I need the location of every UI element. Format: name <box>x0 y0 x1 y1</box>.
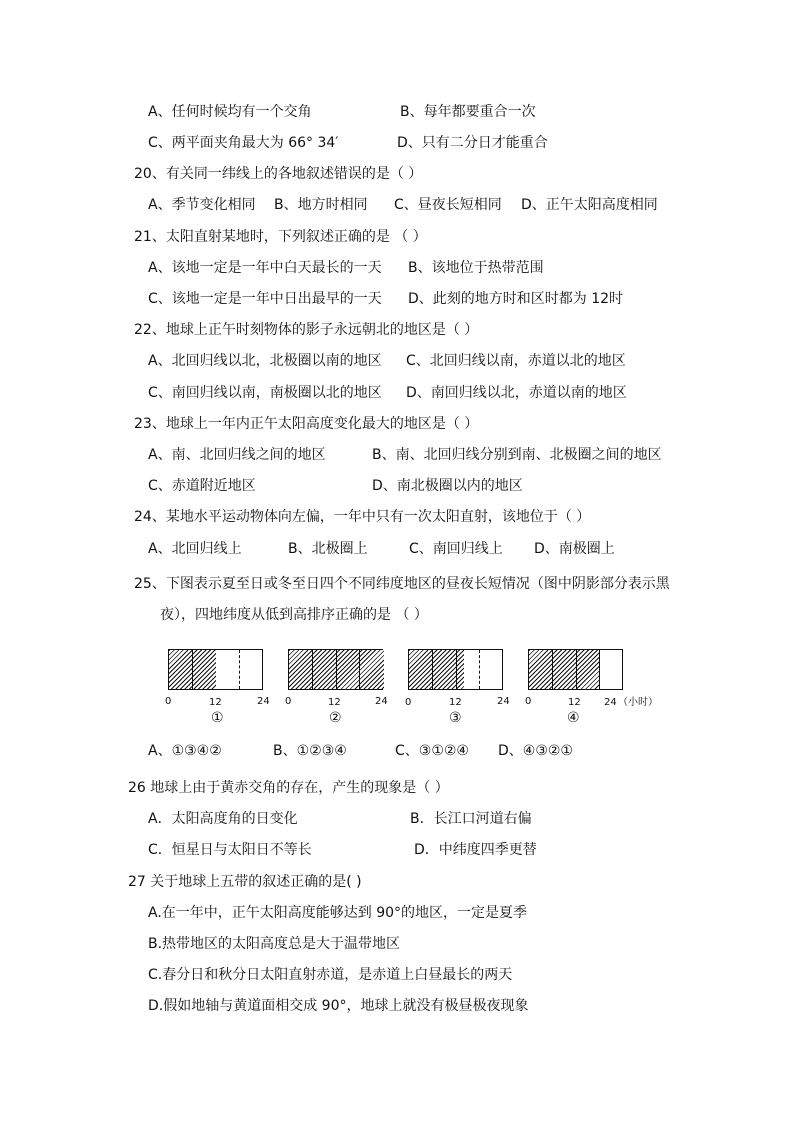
q21-option-b: B、该地位于热带范围 <box>408 260 544 276</box>
q19-option-d: D、只有二分日才能重合 <box>397 135 548 151</box>
q20-option-a: A、季节变化相同 <box>148 197 256 213</box>
q21-option-a: A、该地一定是一年中白天最长的一天 <box>148 260 382 276</box>
daynight-bar-3 <box>408 649 503 690</box>
q20-option-d: D、正午太阳高度相同 <box>521 197 658 213</box>
q25-option-b: B、①②③④ <box>273 743 347 759</box>
q22-option-b: C、北回归线以南，赤道以北的地区 <box>406 353 626 369</box>
q23-option-b: B、南、北回归线分别到南、北极圈之间的地区 <box>372 447 662 463</box>
bar-4-divider-b <box>576 650 577 689</box>
q24-option-c: C、南回归线上 <box>409 541 503 557</box>
q26-option-b: B．长江口河道右偏 <box>410 811 532 827</box>
bar-1-dashed-divider <box>239 650 240 689</box>
bar-2-divider-c <box>359 650 360 689</box>
bar-1-tick-12: 12 <box>209 697 222 708</box>
q27-stem: 27 关于地球上五带的叙述正确的是( ) <box>128 874 362 890</box>
bar-3-dashed-divider <box>479 650 480 689</box>
q25-option-a: A、①③④② <box>148 743 222 759</box>
daynight-bar-2 <box>288 649 383 690</box>
q24-stem: 24、某地水平运动物体向左偏，一年中只有一次太阳直射，该地位于（ ） <box>134 509 591 525</box>
q24-option-a: A、北回归线上 <box>148 541 242 557</box>
bar-1-tick-0: 0 <box>165 696 172 707</box>
q27-option-d: D.假如地轴与黄道面相交成 90°，地球上就没有极昼极夜现象 <box>148 998 529 1014</box>
q21-option-d: D、此刻的地方时和区时都为 12时 <box>408 291 624 307</box>
q22-stem: 22、地球上正午时刻物体的影子永远朝北的地区是（ ） <box>134 322 479 338</box>
q24-option-b: B、北极圈上 <box>288 541 368 557</box>
q23-option-c: C、赤道附近地区 <box>148 478 256 494</box>
q20-option-b: B、地方时相同 <box>274 197 368 213</box>
bar-2-label: ② <box>329 710 342 726</box>
q22-option-a: A、北回归线以北，北极圈以南的地区 <box>148 353 382 369</box>
bar-3-tick-24: 24 <box>497 696 510 707</box>
bar-2-tick-12: 12 <box>328 697 341 708</box>
q19-option-a: A、任何时候均有一个交角 <box>148 104 312 120</box>
q24-option-d: D、南极圈上 <box>534 541 615 557</box>
bar-1-divider <box>192 650 193 689</box>
q25-option-d: D、④③②① <box>498 743 573 759</box>
q26-option-d: D．中纬度四季更替 <box>414 842 537 858</box>
q23-option-d: D、南北极圈以内的地区 <box>372 478 523 494</box>
bar-1-tick-24: 24 <box>257 696 270 707</box>
q26-option-c: C．恒星日与太阳日不等长 <box>148 842 312 858</box>
q23-option-a: A、南、北回归线之间的地区 <box>148 447 326 463</box>
q25-stem-line1: 25、下图表示夏至日或冬至日四个不同纬度地区的昼夜长短情况（图中阴影部分表示黑 <box>134 576 670 592</box>
q23-stem: 23、地球上一年内正午太阳高度变化最大的地区是（ ） <box>134 416 479 432</box>
q26-option-a: A．太阳高度角的日变化 <box>148 811 298 827</box>
bar-3-divider-a <box>432 650 433 689</box>
bar-3-tick-12: 12 <box>449 697 462 708</box>
bar-4-tick-24: 24 <box>604 697 617 708</box>
bar-4-tick-12: 12 <box>568 697 581 708</box>
bar-3-tick-0: 0 <box>405 697 412 708</box>
bar-4-tick-0: 0 <box>525 696 532 707</box>
bar-2-tick-24: 24 <box>375 696 388 707</box>
q22-option-c: C、南回归线以南，南极圈以北的地区 <box>148 385 382 401</box>
q27-option-b: B.热带地区的太阳高度总是大于温带地区 <box>148 936 401 952</box>
bar-3-divider-b <box>456 650 457 689</box>
q19-option-c: C、两平面夹角最大为 66° 34′ <box>148 135 339 151</box>
bar-2-divider-a <box>312 650 313 689</box>
bar-1-label: ① <box>211 710 224 726</box>
q27-option-a: A.在一年中，正午太阳高度能够达到 90°的地区，一定是夏季 <box>148 905 528 921</box>
hours-unit-label: （小时） <box>618 697 658 708</box>
bar-4-divider-c <box>599 650 600 689</box>
q21-stem: 21、太阳直射某地时，下列叙述正确的是 （ ） <box>134 229 427 245</box>
q25-stem-line2: 夜），四地纬度从低到高排序正确的是 （ ） <box>160 607 428 623</box>
q20-stem: 20、有关同一纬线上的各地叙述错误的是（ ） <box>134 166 423 182</box>
daynight-bar-1 <box>168 649 263 690</box>
q27-option-c: C.春分日和秋分日太阳直射赤道，是赤道上白昼最长的两天 <box>148 967 513 983</box>
q20-option-c: C、昼夜长短相同 <box>394 197 502 213</box>
bar-2-tick-0: 0 <box>285 696 292 707</box>
bar-3-label: ③ <box>449 710 462 726</box>
daynight-bar-4 <box>528 649 623 690</box>
q21-option-c: C、该地一定是一年中日出最早的一天 <box>148 291 382 307</box>
day-night-diagram <box>160 640 680 730</box>
night-hatch-4 <box>529 650 600 689</box>
q22-option-d: D、南回归线以北，赤道以南的地区 <box>406 385 627 401</box>
bar-2-divider-b <box>336 650 337 689</box>
bar-4-divider-a <box>552 650 553 689</box>
q26-stem: 26 地球上由于黄赤交角的存在，产生的现象是（ ） <box>128 780 449 796</box>
bar-4-label: ④ <box>567 710 580 726</box>
q19-option-b: B、每年都要重合一次 <box>400 104 536 120</box>
q25-option-c: C、③①②④ <box>395 743 469 759</box>
